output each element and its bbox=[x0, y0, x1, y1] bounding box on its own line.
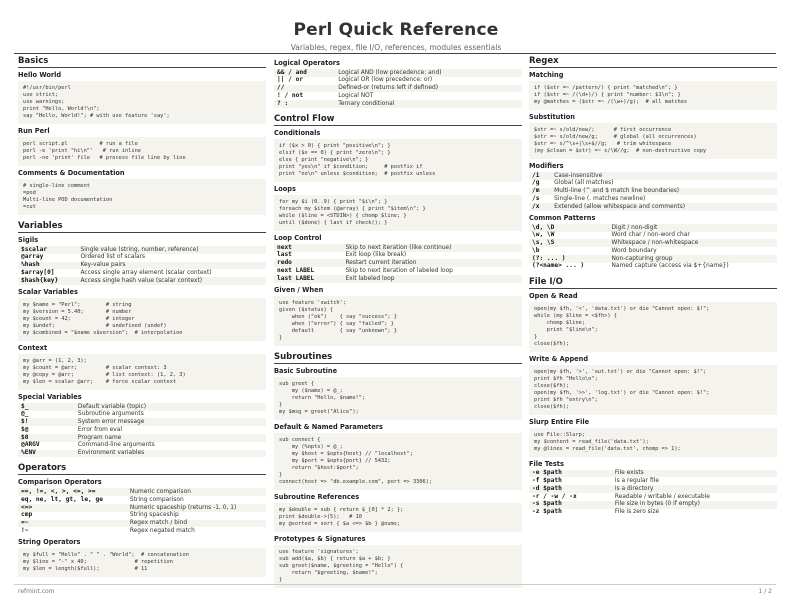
subsection-heading-sigils: Sigils bbox=[18, 236, 39, 244]
code-block: #!/usr/bin/perl use strict; use warnings; print "Hello, World!\n"; say "Hello, World!"; # with use feature 'say'; bbox=[18, 81, 266, 124]
subsection-heading-hello-world: Hello World bbox=[18, 71, 62, 79]
description-cell: Extended (allow whitespace and comments) bbox=[551, 203, 777, 211]
syntax-cell: $scalar bbox=[18, 246, 77, 254]
table-row bbox=[18, 269, 266, 277]
table-row bbox=[274, 267, 522, 275]
reference-table bbox=[529, 172, 777, 211]
syntax-cell: <=> bbox=[18, 504, 127, 512]
subsection-heading-subroutine-references: Subroutine References bbox=[274, 492, 360, 501]
table-row bbox=[18, 488, 266, 496]
section-heading-subroutines: Subroutines bbox=[274, 352, 522, 364]
code-block: use feature 'switch'; given ($status) { when ("ok") { say "success"; } when ("error") { say "failed"; } default { say "unknown"; } } bbox=[274, 296, 522, 346]
syntax-cell: \b bbox=[532, 246, 540, 254]
table-row bbox=[18, 277, 266, 285]
syntax-cell: $array[0] bbox=[21, 268, 55, 276]
code-block: open(my $fh, '>', 'out.txt') or die "Cannot open: $!"; print $fh "Hello\n"; close($fh); open(my $fh, '>>', 'log.txt') or die "Cannot open: $!"; print $fh "entry\n"; close($fh); bbox=[529, 365, 777, 415]
syntax-cell: eq, ne, lt, gt, le, ge bbox=[21, 495, 103, 503]
code-block: perl script.pl # run a file perl -e 'print "hi\n"' # run inline perl -ne 'print' file # process file line by line bbox=[18, 137, 266, 166]
table-row bbox=[529, 195, 777, 203]
code-block: if ($x > 0) { print "positive\n"; } elsif ($x == 0) { print "zero\n"; } else { print "negative\n"; } print "yes\n" if $condition; # postfix if print "no\n" unless $condition; # postfix unless bbox=[274, 139, 522, 182]
subsection-heading-special-variables: Special Variables bbox=[18, 392, 82, 401]
syntax-cell: @_ bbox=[21, 410, 29, 418]
table-row bbox=[274, 244, 522, 252]
syntax-cell: \w, \W bbox=[532, 231, 555, 239]
syntax-cell: !~ bbox=[21, 526, 29, 534]
code-block: open(my $fh, '<', 'data.txt') or die "Cannot open: $!"; while (my $line = <$fh>) { chomp $line; print "$line\n"; } close($fh); bbox=[529, 302, 777, 352]
syntax-cell: @ARGV bbox=[21, 441, 40, 449]
description-cell: Is a directory bbox=[612, 485, 777, 493]
description-cell: Exit loop (like break) bbox=[345, 252, 407, 259]
table-row bbox=[18, 246, 266, 254]
table-row bbox=[529, 180, 777, 188]
reference-table bbox=[529, 224, 777, 271]
table-row bbox=[18, 504, 266, 512]
syntax-cell: /i bbox=[529, 172, 551, 180]
table-row bbox=[529, 263, 777, 271]
subsection-heading-scalar-variables: Scalar Variables bbox=[18, 287, 78, 296]
column-2 bbox=[274, 56, 522, 590]
footer-site: refmint.com bbox=[18, 588, 55, 595]
page-subtitle: Variables, regex, file I/O, references, modules essentials bbox=[290, 43, 502, 52]
description-cell: Is a regular file bbox=[614, 477, 659, 484]
syntax-cell: ==, !=, <, >, <=, >= bbox=[18, 488, 127, 496]
description-cell: Subroutine arguments bbox=[77, 411, 144, 418]
table-row bbox=[529, 232, 777, 240]
code-block: my $name = "Perl"; # string my $version = 5.40; # number my $count = 42; # integer my $undef; # undefined (undef) my $combined = "$name v$version"; # interpolation bbox=[18, 298, 266, 341]
description-cell: Ternary conditional bbox=[335, 100, 522, 108]
subsection-heading-substitution: Substitution bbox=[529, 113, 575, 121]
table-row bbox=[274, 69, 522, 77]
description-cell: Program name bbox=[75, 434, 266, 442]
description-cell: Skip to next iteration (like continue) bbox=[342, 244, 522, 252]
description-cell: Named capture (access via $+{name}) bbox=[611, 263, 729, 270]
code-block: sub greet { my ($name) = @_; return "Hello, $name!"; } my $msg = greet("Alice"); bbox=[274, 377, 522, 420]
reference-table bbox=[274, 69, 522, 108]
table-row bbox=[18, 442, 266, 450]
reference-table bbox=[18, 403, 266, 457]
syntax-cell: // bbox=[274, 85, 335, 93]
syntax-cell: redo bbox=[274, 259, 342, 267]
syntax-cell: -e $path bbox=[529, 470, 612, 478]
description-cell: Error from eval bbox=[77, 426, 123, 433]
table-row bbox=[18, 496, 266, 504]
syntax-cell: next LABEL bbox=[277, 266, 315, 274]
code-block: $str =~ s/old/new/; # first occurrence $str =~ s/old/new/g; # global (all occurrences) $str =~ s/^\s+|\s+$//g; # trim whitespace (my $clean = $str) =~ s/\W//g; # non-destructive copy bbox=[529, 123, 777, 159]
footer-divider bbox=[14, 584, 776, 585]
description-cell: Single-line (. matches newline) bbox=[554, 195, 646, 202]
syntax-cell: last LABEL bbox=[274, 275, 342, 283]
syntax-cell: -s $path bbox=[529, 501, 612, 509]
table-row bbox=[18, 520, 266, 528]
description-cell: File size in bytes (0 if empty) bbox=[612, 501, 777, 509]
description-cell: Environment variables bbox=[75, 450, 266, 458]
description-cell: String spaceship bbox=[129, 512, 179, 519]
header-divider bbox=[14, 53, 776, 54]
syntax-cell: $@ bbox=[21, 425, 29, 433]
description-cell: Whitespace / non-whitespace bbox=[609, 239, 777, 247]
page-title: Perl Quick Reference bbox=[293, 20, 499, 40]
subsection-heading-string-operators: String Operators bbox=[18, 538, 81, 547]
description-cell: Ordered list of scalars bbox=[80, 254, 146, 261]
syntax-cell: %hash bbox=[18, 262, 77, 270]
subsection-heading-conditionals: Conditionals bbox=[274, 128, 321, 137]
code-block: # single-line comment =pod Multi-line POD documentation =cut bbox=[18, 179, 266, 215]
table-row bbox=[274, 85, 522, 93]
description-cell: Single value (string, number, reference) bbox=[77, 246, 266, 254]
description-cell: Logical NOT bbox=[338, 92, 374, 99]
description-cell: Word boundary bbox=[611, 247, 657, 254]
subsection-heading-open-read: Open & Read bbox=[529, 291, 578, 300]
table-row bbox=[274, 252, 522, 260]
syntax-cell: /s bbox=[532, 194, 540, 202]
description-cell: Restart current iteration bbox=[342, 259, 522, 267]
reference-table bbox=[18, 488, 266, 535]
code-block: sub connect { my (%opts) = @_; my $host = $opts{host} // "localhost"; my $port = $opts{port} // 5432; return "$host:$port"; } connect(host => "db.example.com", port => 3306); bbox=[274, 433, 522, 490]
table-row bbox=[529, 224, 777, 232]
description-cell: Key-value pairs bbox=[77, 262, 266, 270]
section-heading-variables: Variables bbox=[18, 221, 266, 233]
table-row bbox=[529, 203, 777, 211]
subsection-heading-comments-documentation: Comments & Documentation bbox=[18, 169, 125, 177]
subsection-heading-comparison-operators: Comparison Operators bbox=[18, 478, 102, 487]
table-row bbox=[529, 485, 777, 493]
syntax-cell: %ENV bbox=[18, 450, 75, 458]
section-heading-basics: Basics bbox=[18, 56, 266, 68]
description-cell: Case-insensitive bbox=[551, 172, 777, 180]
subsection-heading-modifiers: Modifiers bbox=[529, 162, 564, 170]
table-row bbox=[529, 188, 777, 196]
description-cell: System error message bbox=[75, 418, 266, 426]
description-cell: Access single hash value (scalar context) bbox=[77, 277, 266, 285]
table-row bbox=[18, 254, 266, 262]
section-heading-operators: Operators bbox=[18, 463, 266, 475]
description-cell: Global (all matches) bbox=[554, 180, 614, 187]
table-row bbox=[274, 92, 522, 100]
syntax-cell: || / or bbox=[277, 76, 304, 84]
column-1 bbox=[18, 56, 266, 579]
syntax-cell: /g bbox=[532, 179, 540, 187]
syntax-cell: -d $path bbox=[529, 485, 612, 493]
code-block: use File::Slurp; my $content = read_file('data.txt'); my @lines = read_file('data.txt', chomp => 1); bbox=[529, 428, 777, 457]
syntax-cell: cmp bbox=[21, 511, 33, 519]
subsection-heading-run-perl: Run Perl bbox=[18, 127, 50, 135]
description-cell: Access single array element (scalar context) bbox=[80, 269, 212, 276]
table-row bbox=[18, 450, 266, 458]
reference-table bbox=[274, 244, 522, 283]
subsection-heading-logical-operators: Logical Operators bbox=[274, 59, 340, 67]
syntax-cell: \d, \D bbox=[529, 224, 609, 232]
table-row bbox=[18, 262, 266, 270]
subsection-heading-file-tests: File Tests bbox=[529, 459, 564, 468]
description-cell: Non-capturing group bbox=[609, 255, 777, 263]
syntax-cell: @array bbox=[21, 253, 44, 261]
code-block: my @arr = (1, 2, 3); my $count = @arr; # scalar context: 3 my @copy = @arr; # list context: (1, 2, 3) my $len = scalar @arr; # force scalar context bbox=[18, 354, 266, 390]
description-cell: Logical AND (low precedence: and) bbox=[335, 69, 522, 77]
description-cell: Word char / non-word char bbox=[611, 232, 690, 239]
table-row bbox=[529, 172, 777, 180]
syntax-cell: \s, \S bbox=[529, 239, 609, 247]
subsection-heading-common-patterns: Common Patterns bbox=[529, 213, 596, 222]
code-block: my $full = "Hello" . " " . "World"; # concatenation my $line = "-" x 40; # repetition my $len = length($full); # 11 bbox=[18, 548, 266, 577]
description-cell: Multi-line (^ and $ match line boundaries) bbox=[551, 188, 777, 196]
code-block: for my $i (0..9) { print "$i\n"; } foreach my $item (@array) { print "$item\n"; } while ($line = <STDIN>) { chomp $line; } until ($done) { last if check(); } bbox=[274, 195, 522, 231]
table-row bbox=[274, 275, 522, 283]
subsection-heading-given-when: Given / When bbox=[274, 285, 324, 294]
syntax-cell: $! bbox=[18, 418, 75, 426]
syntax-cell: last bbox=[277, 251, 292, 259]
reference-table bbox=[18, 246, 266, 285]
column-3 bbox=[529, 56, 777, 518]
subsection-heading-write-append: Write & Append bbox=[529, 354, 589, 363]
description-cell: Defined-or (returns left if defined) bbox=[335, 85, 522, 93]
syntax-cell: ! / not bbox=[277, 91, 304, 99]
description-cell: Numeric spaceship (returns -1, 0, 1) bbox=[127, 504, 266, 512]
subsection-heading-basic-subroutine: Basic Subroutine bbox=[274, 366, 338, 375]
page-number: 1 / 2 bbox=[758, 588, 772, 595]
section-heading-regex: Regex bbox=[529, 56, 777, 68]
description-cell: Exit labeled loop bbox=[342, 275, 522, 283]
description-cell: Command-line arguments bbox=[77, 442, 155, 449]
description-cell: Regex match / bind bbox=[127, 520, 266, 528]
syntax-cell: -f $path bbox=[532, 476, 562, 484]
table-row bbox=[18, 418, 266, 426]
table-row bbox=[529, 239, 777, 247]
syntax-cell: -z $path bbox=[532, 508, 562, 516]
page-header bbox=[0, 20, 792, 52]
table-row bbox=[529, 470, 777, 478]
table-row bbox=[18, 434, 266, 442]
syntax-cell: $_ bbox=[18, 403, 75, 411]
description-cell: Regex negated match bbox=[129, 527, 195, 534]
table-row bbox=[18, 403, 266, 411]
code-block: use feature 'signatures'; sub add($a, $b) { return $a + $b; } sub greet($name, $greeting = "Hello") { return "$greeting, $name!"; } bbox=[274, 545, 522, 588]
syntax-cell: $0 bbox=[18, 434, 75, 442]
table-row bbox=[274, 100, 522, 108]
description-cell: File is zero size bbox=[614, 509, 660, 516]
syntax-cell: $hash{key} bbox=[18, 277, 77, 285]
reference-table bbox=[529, 470, 777, 517]
syntax-cell: next bbox=[274, 244, 342, 252]
syntax-cell: -r / -w / -x bbox=[532, 492, 577, 500]
syntax-cell: ? : bbox=[274, 100, 335, 108]
description-cell: Skip to next iteration of labeled loop bbox=[345, 267, 453, 274]
description-cell: Digit / non-digit bbox=[609, 224, 777, 232]
subsection-heading-matching: Matching bbox=[529, 71, 564, 79]
table-row bbox=[529, 477, 777, 485]
code-block: my $double = sub { return $_[0] * 2; }; print $double->(5); # 10 my @sorted = sort { $a <=> $b } @nums; bbox=[274, 503, 522, 532]
syntax-cell: (?<name> ... ) bbox=[532, 262, 585, 270]
description-cell: File exists bbox=[612, 470, 777, 478]
table-row bbox=[18, 426, 266, 434]
table-row bbox=[529, 501, 777, 509]
table-row bbox=[529, 509, 777, 517]
description-cell: Default variable (topic) bbox=[75, 403, 266, 411]
table-row bbox=[18, 512, 266, 520]
table-row bbox=[18, 411, 266, 419]
description-cell: Logical OR (low precedence: or) bbox=[338, 77, 433, 84]
section-heading-file-i-o: File I/O bbox=[529, 277, 777, 289]
syntax-cell: && / and bbox=[274, 69, 335, 77]
subsection-heading-loops: Loops bbox=[274, 184, 296, 193]
syntax-cell: /x bbox=[529, 203, 551, 211]
table-row bbox=[18, 527, 266, 535]
description-cell: Numeric comparison bbox=[127, 488, 266, 496]
subsection-heading-context: Context bbox=[18, 343, 48, 352]
table-row bbox=[274, 77, 522, 85]
subsection-heading-loop-control: Loop Control bbox=[274, 233, 322, 242]
subsection-heading-slurp-entire-file: Slurp Entire File bbox=[529, 417, 590, 426]
syntax-cell: /m bbox=[529, 188, 551, 196]
description-cell: String comparison bbox=[129, 496, 184, 503]
syntax-cell: (?: ... ) bbox=[529, 255, 609, 263]
subsection-heading-default-named-parameters: Default & Named Parameters bbox=[274, 422, 383, 431]
table-row bbox=[529, 493, 777, 501]
section-heading-control-flow: Control Flow bbox=[274, 114, 522, 126]
table-row bbox=[529, 247, 777, 255]
syntax-cell: =~ bbox=[18, 520, 127, 528]
code-block: if ($str =~ /pattern/) { print "matched\n"; } if ($str =~ /(\d+)/) { print "number: $1\n"; } my @matches = ($str =~ /(\w+)/g); # all matches bbox=[529, 81, 777, 110]
description-cell: Readable / writable / executable bbox=[614, 493, 710, 500]
subsection-heading-prototypes-signatures: Prototypes & Signatures bbox=[274, 534, 366, 543]
